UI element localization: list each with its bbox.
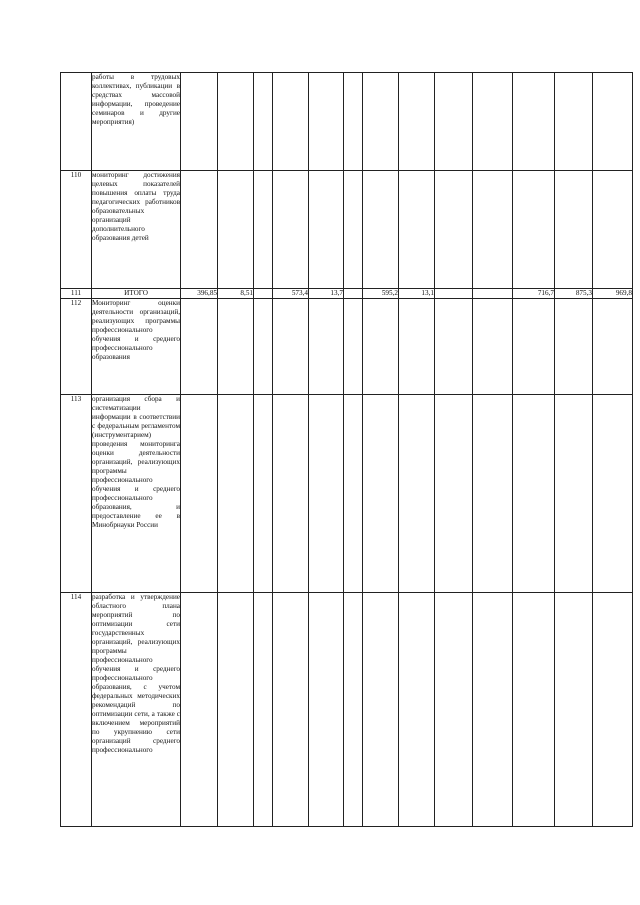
value-cell xyxy=(363,171,399,289)
value-cell xyxy=(181,299,218,395)
value-cell xyxy=(593,73,633,171)
value-cell xyxy=(399,593,435,827)
value-cell xyxy=(593,299,633,395)
value-cell xyxy=(513,73,555,171)
value-cell xyxy=(181,395,218,593)
value-cell xyxy=(309,299,344,395)
value-cell xyxy=(473,73,513,171)
value-cell xyxy=(309,73,344,171)
value-cell xyxy=(344,395,363,593)
value-cell xyxy=(181,593,218,827)
value-cell xyxy=(435,299,473,395)
value-cell xyxy=(218,171,254,289)
value-cell xyxy=(555,171,593,289)
value-cell xyxy=(363,73,399,171)
value-cell xyxy=(555,395,593,593)
row-description: разработка и утверждение областного плана мероприятий по оптимизации сети государственных организаций, реализующих программы профессионального обучения и среднего профессионального образования, с учетом федеральных методических рекомендаций по оптимизации сети, а также с включением мероприятий по укрупнению сети организаций среднего профессионального xyxy=(92,593,181,827)
value-cell xyxy=(435,73,473,171)
value-cell xyxy=(593,593,633,827)
row-number: 110 xyxy=(61,171,92,289)
value-cell: 573,4 xyxy=(273,289,309,299)
value-cell xyxy=(309,593,344,827)
value-cell xyxy=(513,593,555,827)
value-cell xyxy=(473,395,513,593)
value-cell xyxy=(273,299,309,395)
row-description: ИТОГО xyxy=(92,289,181,299)
value-cell xyxy=(181,73,218,171)
value-cell: 13,7 xyxy=(309,289,344,299)
row-description: организация сбора и систематизации информации в соответствии с федеральным регламентом (инструментарием) проведения мониторинга оценки деятельности организаций, реализующих программы профессионального обучения и среднего профессионального образования, и предоставление ее в Минобрнауки России xyxy=(92,395,181,593)
value-cell: 595,2 xyxy=(363,289,399,299)
value-cell xyxy=(254,299,273,395)
value-cell xyxy=(399,73,435,171)
value-cell xyxy=(399,299,435,395)
value-cell xyxy=(273,73,309,171)
value-cell xyxy=(218,73,254,171)
value-cell xyxy=(513,395,555,593)
value-cell xyxy=(555,299,593,395)
value-cell xyxy=(254,395,273,593)
table-body xyxy=(61,73,633,827)
value-cell: 716,7 xyxy=(513,289,555,299)
value-cell xyxy=(218,299,254,395)
table-row xyxy=(61,593,633,827)
row-number: 113 xyxy=(61,395,92,593)
row-description: мониторинг достижения целевых показателей повышения оплаты труда педагогических работников образовательных организаций дополнительного образования детей xyxy=(92,171,181,289)
value-cell xyxy=(344,299,363,395)
value-cell xyxy=(513,171,555,289)
value-cell xyxy=(273,395,309,593)
value-cell xyxy=(399,171,435,289)
table-row xyxy=(61,171,633,289)
value-cell xyxy=(218,593,254,827)
value-cell xyxy=(513,299,555,395)
value-cell xyxy=(473,171,513,289)
value-cell xyxy=(473,593,513,827)
value-cell xyxy=(254,593,273,827)
value-cell xyxy=(555,73,593,171)
value-cell xyxy=(473,289,513,299)
value-cell xyxy=(254,289,273,299)
row-description: Мониторинг оценки деятельности организаций, реализующих программы профессионального обучения и среднего профессионального образования xyxy=(92,299,181,395)
value-cell xyxy=(435,289,473,299)
value-cell: 875,3 xyxy=(555,289,593,299)
table-row xyxy=(61,73,633,171)
value-cell xyxy=(344,73,363,171)
row-number xyxy=(61,73,92,171)
value-cell xyxy=(473,299,513,395)
value-cell xyxy=(435,171,473,289)
row-description: работы в трудовых коллективах, публикации в средствах массовой информации, проведение семинаров и другие мероприятия) xyxy=(92,73,181,171)
value-cell xyxy=(309,395,344,593)
value-cell xyxy=(344,171,363,289)
value-cell xyxy=(218,395,254,593)
value-cell xyxy=(254,73,273,171)
data-table xyxy=(60,72,633,827)
table-row xyxy=(61,395,633,593)
value-cell xyxy=(254,171,273,289)
row-number: 111 xyxy=(61,289,92,299)
value-cell xyxy=(363,593,399,827)
value-cell xyxy=(273,171,309,289)
value-cell xyxy=(181,171,218,289)
value-cell xyxy=(555,593,593,827)
value-cell xyxy=(363,299,399,395)
value-cell xyxy=(593,395,633,593)
value-cell xyxy=(435,593,473,827)
value-cell xyxy=(593,171,633,289)
value-cell: 969,8 xyxy=(593,289,633,299)
row-number: 112 xyxy=(61,299,92,395)
value-cell: 8,51 xyxy=(218,289,254,299)
value-cell xyxy=(309,171,344,289)
value-cell: 13,1 xyxy=(399,289,435,299)
value-cell xyxy=(435,395,473,593)
value-cell xyxy=(344,593,363,827)
table-row xyxy=(61,289,633,299)
value-cell xyxy=(363,395,399,593)
value-cell xyxy=(399,395,435,593)
value-cell xyxy=(344,289,363,299)
row-number: 114 xyxy=(61,593,92,827)
table-row xyxy=(61,299,633,395)
value-cell xyxy=(273,593,309,827)
value-cell: 396,85 xyxy=(181,289,218,299)
